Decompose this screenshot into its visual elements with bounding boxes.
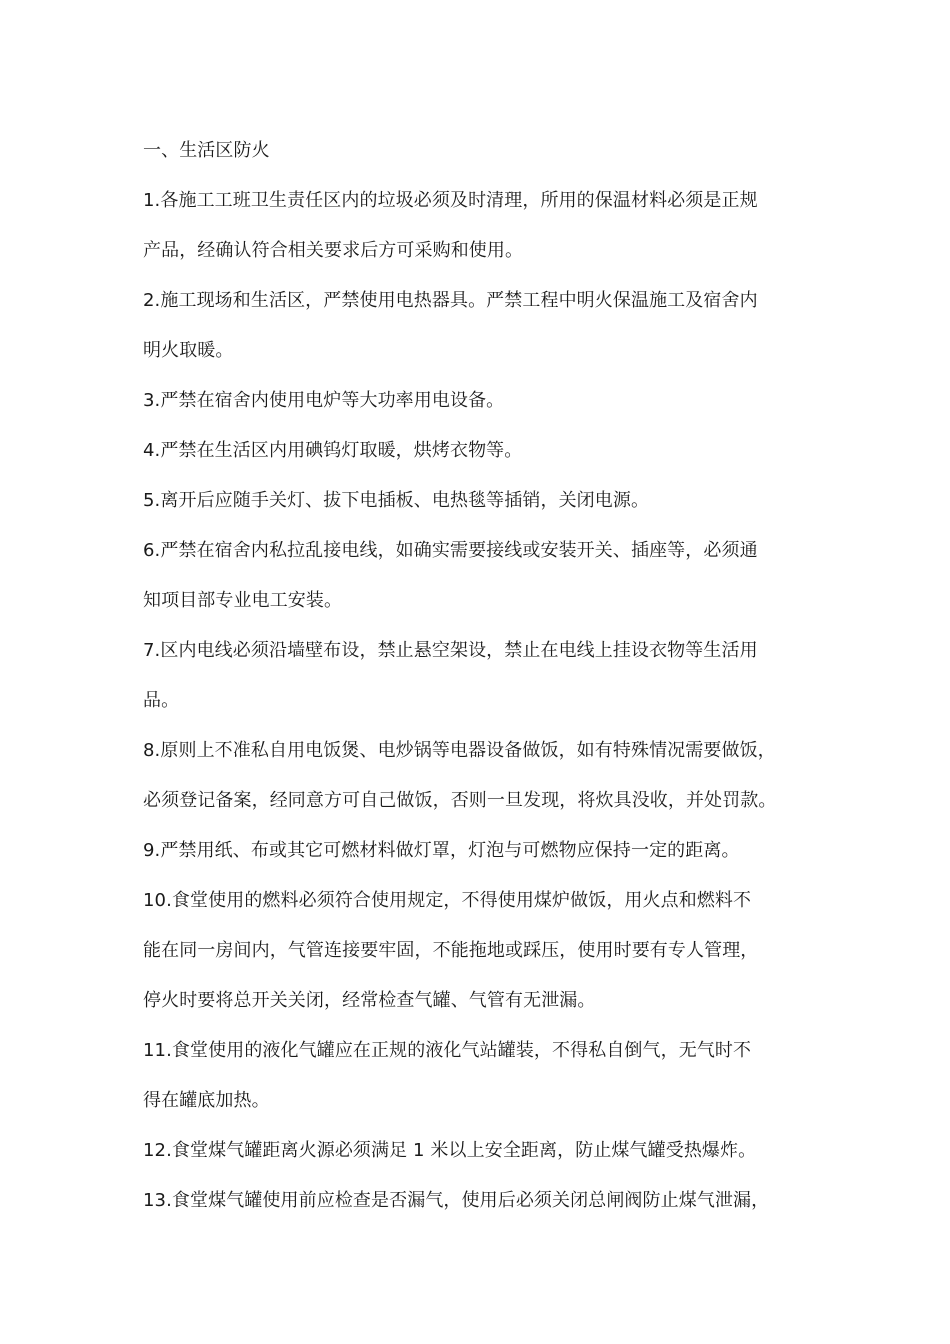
document-body xyxy=(143,126,823,1226)
text-line: 产品，经确认符合相关要求后方可采购和使用。 xyxy=(143,240,524,261)
section-heading: 一、生活区防火 xyxy=(143,140,270,161)
text-line: 品。 xyxy=(143,690,180,711)
text-line: 7.区内电线必须沿墙壁布设，禁止悬空架设，禁止在电线上挂设衣物等生活用 xyxy=(143,640,758,661)
text-line: 得在罐底加热。 xyxy=(143,1090,270,1111)
text-line: 12.食堂煤气罐距离火源必须满足 1 米以上安全距离，防止煤气罐受热爆炸。 xyxy=(143,1140,757,1161)
text-line: 1.各施工工班卫生责任区内的垃圾必须及时清理，所用的保温材料必须是正规 xyxy=(143,190,758,211)
text-line: 6.严禁在宿舍内私拉乱接电线，如确实需要接线或安装开关、插座等，必须通 xyxy=(143,540,758,561)
text-line: 停火时要将总开关关闭，经常检查气罐、气管有无泄漏。 xyxy=(143,990,596,1011)
text-line: 10.食堂使用的燃料必须符合使用规定，不得使用煤炉做饭，用火点和燃料不 xyxy=(143,890,752,911)
text-line: 3.严禁在宿舍内使用电炉等大功率用电设备。 xyxy=(143,390,505,411)
text-line: 知项目部专业电工安装。 xyxy=(143,590,343,611)
text-line: 8.原则上不准私自用电饭煲、电炒锅等电器设备做饭，如有特殊情况需要做饭， xyxy=(143,740,776,761)
text-line: 11.食堂使用的液化气罐应在正规的液化气站罐装，不得私自倒气，无气时不 xyxy=(143,1040,752,1061)
text-line: 必须登记备案，经同意方可自己做饭，否则一旦发现，将炊具没收，并处罚款。 xyxy=(143,790,777,811)
text-line: 4.严禁在生活区内用碘钨灯取暖，烘烤衣物等。 xyxy=(143,440,523,461)
text-line: 明火取暖。 xyxy=(143,340,234,361)
text-line: 9.严禁用纸、布或其它可燃材料做灯罩，灯泡与可燃物应保持一定的距离。 xyxy=(143,840,740,861)
text-line: 2.施工现场和生活区，严禁使用电热器具。严禁工程中明火保温施工及宿舍内 xyxy=(143,290,758,311)
text-line: 5.离开后应随手关灯、拔下电插板、电热毯等插销，关闭电源。 xyxy=(143,490,650,511)
text-line: 能在同一房间内，气管连接要牢固，不能拖地或踩压，使用时要有专人管理， xyxy=(143,940,759,961)
text-line: 13.食堂煤气罐使用前应检查是否漏气，使用后必须关闭总闸阀防止煤气泄漏， xyxy=(143,1190,770,1211)
